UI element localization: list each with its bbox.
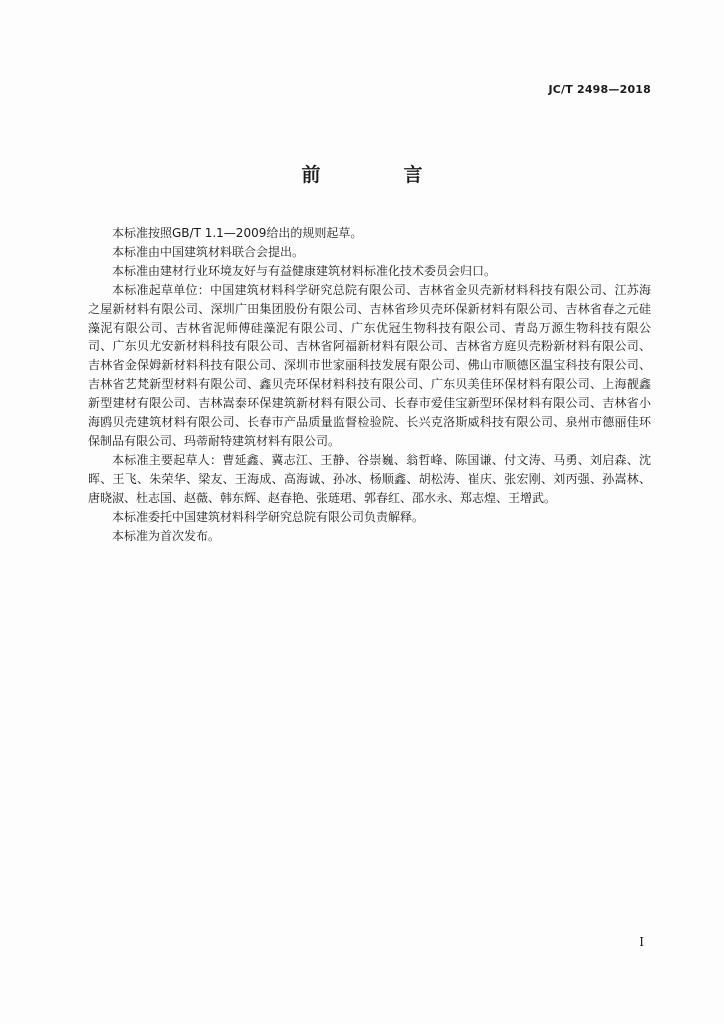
page-title: 前 言 (301, 164, 455, 186)
paragraph-committee: 本标准由建材行业环境友好与有益健康建筑材料标准化技术委员会归口。 (112, 263, 497, 278)
paragraph-interpretation: 本标准委托中国建筑材料科学研究总院有限公司负责解释。 (112, 509, 425, 524)
paragraph-drafting-units: 本标准起草单位：中国建筑材料科学研究总院有限公司、吉林省金贝壳新材料科技有限公司、江苏海之屋新材料有限公司、深圳广田集团股份有限公司、吉林省珍贝壳环保新材料有限公司、吉林省春之元硅藻泥有限公司、吉林省泥师傅硅藻泥有限公司、广东优冠生物科技有限公司、青岛万源生物科技有限公司、广东贝尤安新材料科技有限公司、吉林省阿福新材料有限公司、吉林省方庭贝壳粉新材料有限公司、吉林省金保姆新材料科技有限公司、深圳市世家丽科技发展有限公司、佛山市顺德区温宝科技有限公司、吉林省艺梵新型材料有限公司、鑫贝壳环保材料科技有限公司、广东贝美佳环保材料有限公司、上海靓鑫新型建材有限公司、吉林嵩泰环保建筑新材料有限公司、长春市爱佳宝新型环保材料有限公司、吉林省小海鸥贝壳建筑材料有限公司、长春市产品质量监督检验院、长兴克洛斯威科技有限公司、泉州市德丽佳环保制品有限公司、玛蒂耐特建筑材料有限公司。 (88, 282, 651, 448)
paragraph-main-drafters: 本标准主要起草人：曹延鑫、冀志江、王静、谷崇巍、翁哲峰、陈国谦、付文涛、马勇、刘启森、沈晖、王飞、朱荣华、梁友、王海成、高海诚、孙冰、杨顺鑫、胡松涛、崔庆、张宏刚、刘丙强、孙嵩林、唐晓淑、杜志国、赵薇、韩东辉、赵春艳、张琏珺、郭春红、邵水永、郑志煌、王增武。 (88, 452, 651, 505)
paragraph-first-release: 本标准为首次发布。 (112, 528, 221, 543)
page-number: I (639, 935, 644, 949)
paragraph-proposer: 本标准由中国建筑材料联合会提出。 (112, 244, 305, 259)
document-body (88, 224, 651, 545)
standard-number: JC/T 2498—2018 (548, 83, 651, 96)
paragraph-drafting-rules: 本标准按照GB/T 1.1—2009给出的规则起草。 (112, 226, 363, 240)
